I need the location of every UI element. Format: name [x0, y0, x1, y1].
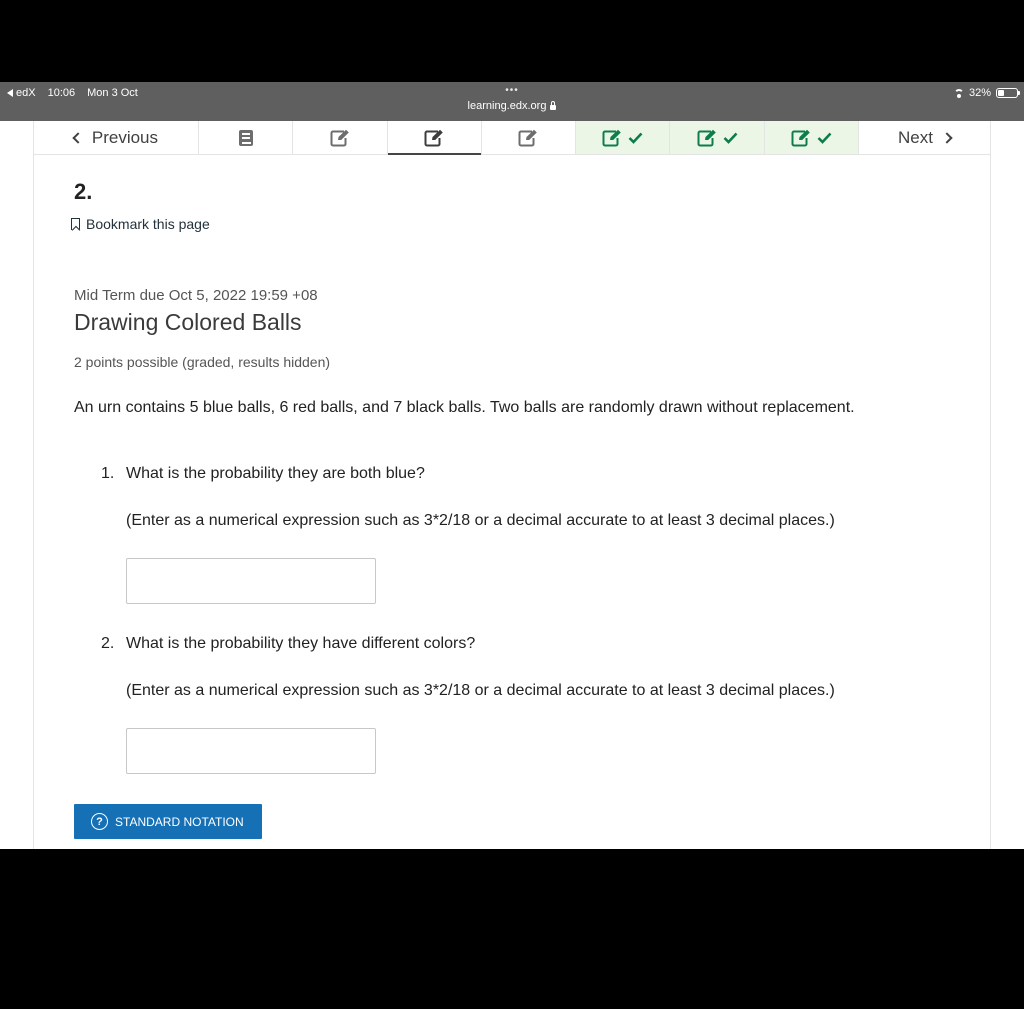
- standard-notation-button[interactable]: [74, 804, 262, 839]
- answer-input-1[interactable]: [126, 558, 376, 604]
- status-date: Mon 3 Oct: [87, 87, 138, 99]
- seq-tab-5-complete[interactable]: [576, 121, 670, 154]
- check-icon: [817, 132, 832, 144]
- edit-icon: [424, 129, 444, 147]
- question-number: 2.: [101, 635, 115, 652]
- edit-icon: [791, 129, 811, 147]
- wifi-icon: [954, 89, 964, 97]
- bookmark-label: Bookmark this page: [86, 216, 210, 232]
- chevron-left-icon: [72, 132, 83, 143]
- question-2-hint: (Enter as a numerical expression such as 3*2/18 or a decimal accurate to at least 3 decimal places.): [126, 682, 835, 699]
- battery-percent: 32%: [968, 87, 991, 99]
- bookmark-button[interactable]: [71, 216, 210, 232]
- back-app-label: edX: [16, 87, 36, 99]
- next-label: Next: [898, 127, 933, 147]
- chevron-right-icon: [941, 132, 952, 143]
- check-icon: [723, 132, 738, 144]
- status-time: 10:06: [47, 87, 76, 99]
- question-number: 1.: [101, 465, 115, 482]
- next-button[interactable]: [859, 121, 990, 154]
- problem-title: Drawing Colored Balls: [74, 309, 302, 335]
- multitasking-dots-icon[interactable]: •••: [505, 85, 519, 96]
- question-1: [101, 465, 425, 483]
- seq-tab-6-complete[interactable]: [670, 121, 764, 154]
- help-icon: ?: [91, 813, 108, 830]
- seq-tab-3-active[interactable]: [388, 121, 482, 154]
- seq-tab-7-complete[interactable]: [765, 121, 859, 154]
- battery-icon: [996, 88, 1018, 98]
- sequence-navigation: [34, 121, 990, 155]
- question-2: [101, 635, 475, 653]
- address-bar[interactable]: [468, 100, 557, 112]
- unit-title: 2.: [74, 179, 93, 204]
- seq-tab-4[interactable]: [482, 121, 576, 154]
- question-text: What is the probability they have different colors?: [126, 635, 476, 652]
- course-page: [0, 121, 1024, 849]
- points-info: 2 points possible (graded, results hidden): [74, 354, 331, 370]
- edit-icon: [518, 129, 538, 147]
- answer-input-2[interactable]: [126, 728, 376, 774]
- check-icon: [628, 132, 643, 144]
- question-1-hint: (Enter as a numerical expression such as 3*2/18 or a decimal accurate to at least 3 decimal places.): [126, 512, 835, 529]
- bookmark-icon: [71, 218, 80, 230]
- edit-icon: [697, 129, 717, 147]
- seq-tab-2[interactable]: [293, 121, 387, 154]
- edit-icon: [602, 129, 622, 147]
- seq-tab-1[interactable]: [199, 121, 293, 154]
- question-text: What is the probability they are both blue?: [126, 465, 425, 482]
- edit-icon: [330, 129, 350, 147]
- book-icon: [238, 129, 254, 147]
- standard-notation-label: STANDARD NOTATION: [115, 814, 244, 829]
- status-bar: [0, 82, 1024, 121]
- previous-button[interactable]: [34, 121, 199, 154]
- previous-label: Previous: [91, 127, 158, 147]
- due-date: Mid Term due Oct 5, 2022 19:59 +08: [74, 287, 318, 304]
- problem-statement: An urn contains 5 blue balls, 6 red balls, and 7 black balls. Two balls are randomly drawn without replacement.: [74, 399, 855, 416]
- lock-icon: [550, 105, 556, 110]
- url-text: learning.edx.org: [467, 100, 547, 112]
- content-frame: [33, 121, 991, 849]
